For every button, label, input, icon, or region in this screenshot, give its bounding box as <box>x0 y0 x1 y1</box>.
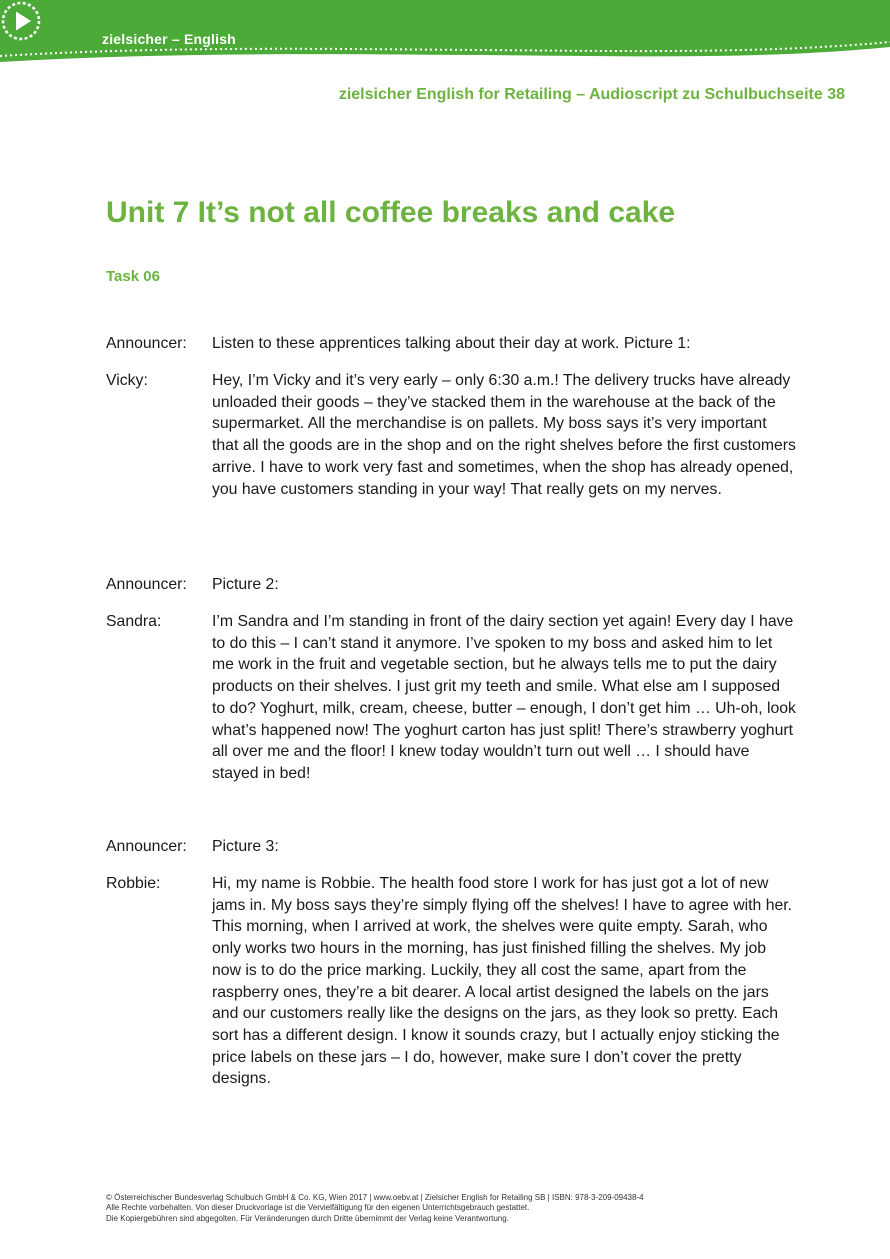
transcript-turn <box>106 836 796 858</box>
header-banner <box>0 0 890 80</box>
utterance-text: Hi, my name is Robbie. The health food store I work for has just got a lot of new jams in. My boss says they’re simply flying off the shelves! I have to agree with her. This morning, when I arrived at work, the shelves were quite empty. Sarah, who only works two hours in the morning, has just finished filling the shelves. My job now is to do the price marking. Luckily, they all cost the same, apart from the raspberry ones, they’re a bit dearer. A local artist designed the labels on the jars and our customers really like the designs on the jars, as they look so pretty. Each sort has a different design. I know it sounds crazy, but I actually enjoy sticking the price labels on these jars – I do, however, make sure I don’t cover the pretty designs. <box>212 875 793 1088</box>
transcript-turn <box>106 611 796 785</box>
play-icon <box>0 0 42 42</box>
footer-line: © Österreichischer Bundesverlag Schulbuch GmbH & Co. KG, Wien 2017 | www.oebv.at | Zielsicher English for Retailing SB | ISBN: 978-3-209-09438-4 <box>106 1193 644 1202</box>
transcript-turn <box>106 574 796 596</box>
transcript-turn <box>106 333 796 355</box>
task-label: Task 06 <box>106 268 160 285</box>
unit-title: Unit 7 It’s not all coffee breaks and cake <box>106 196 676 229</box>
running-head: zielsicher English for Retailing – Audioscript zu Schulbuchseite 38 <box>338 86 845 103</box>
utterance-text: Hey, I’m Vicky and it’s very early – only 6:30 a.m.! The delivery trucks have already unloaded their goods – they’ve stacked them in the warehouse at the back of the supermarket. All the merchandise is on pallets. My boss says it’s very important that all the goods are in the shop and on the right shelves before the first customers arrive. I have to work very fast and sometimes, when the shop has already opened, you have customers standing in your way! That really gets on my nerves. <box>212 372 796 498</box>
speaker-label: Sandra: <box>106 613 162 630</box>
utterance-text: Listen to these apprentices talking about their day at work. Picture 1: <box>212 335 691 352</box>
transcript-turn <box>106 370 796 500</box>
transcript-turn <box>106 873 796 1090</box>
speaker-label: Announcer: <box>106 838 187 855</box>
copyright-footer <box>106 1193 826 1224</box>
footer-line: Die Kopiergebühren sind abgegolten. Für Veränderungen durch Dritte übernimmt der Verlag keine Verantwortung. <box>106 1213 509 1223</box>
utterance-text: I’m Sandra and I’m standing in front of the dairy section yet again! Every day I have to do this – I can’t stand it anymore. I’ve spoken to my boss and asked him to let me work in the fruit and vegetable section, but he always tells me to put the dairy products on their shelves. I just grit my teeth and smile. What else am I supposed to do? Yoghurt, milk, cream, cheese, butter – enough, I don’t get him … Uh-oh, look what’s happened now! The yoghurt carton has just split! There’s strawberry yoghurt all over me and the floor! I knew today wouldn’t turn out well … I should have stayed in bed! <box>212 613 796 782</box>
footer-line: Alle Rechte vorbehalten. Von dieser Druckvorlage ist die Vervielfältigung für den eigenen Unterrichtsgebrauch gestattet. <box>106 1203 530 1213</box>
utterance-text: Picture 2: <box>212 576 279 593</box>
brand-name: zielsicher – English <box>102 31 236 47</box>
speaker-label: Announcer: <box>106 576 187 593</box>
speaker-label: Announcer: <box>106 335 187 352</box>
speaker-label: Vicky: <box>106 372 148 389</box>
speaker-label: Robbie: <box>106 875 161 892</box>
utterance-text: Picture 3: <box>212 838 279 855</box>
